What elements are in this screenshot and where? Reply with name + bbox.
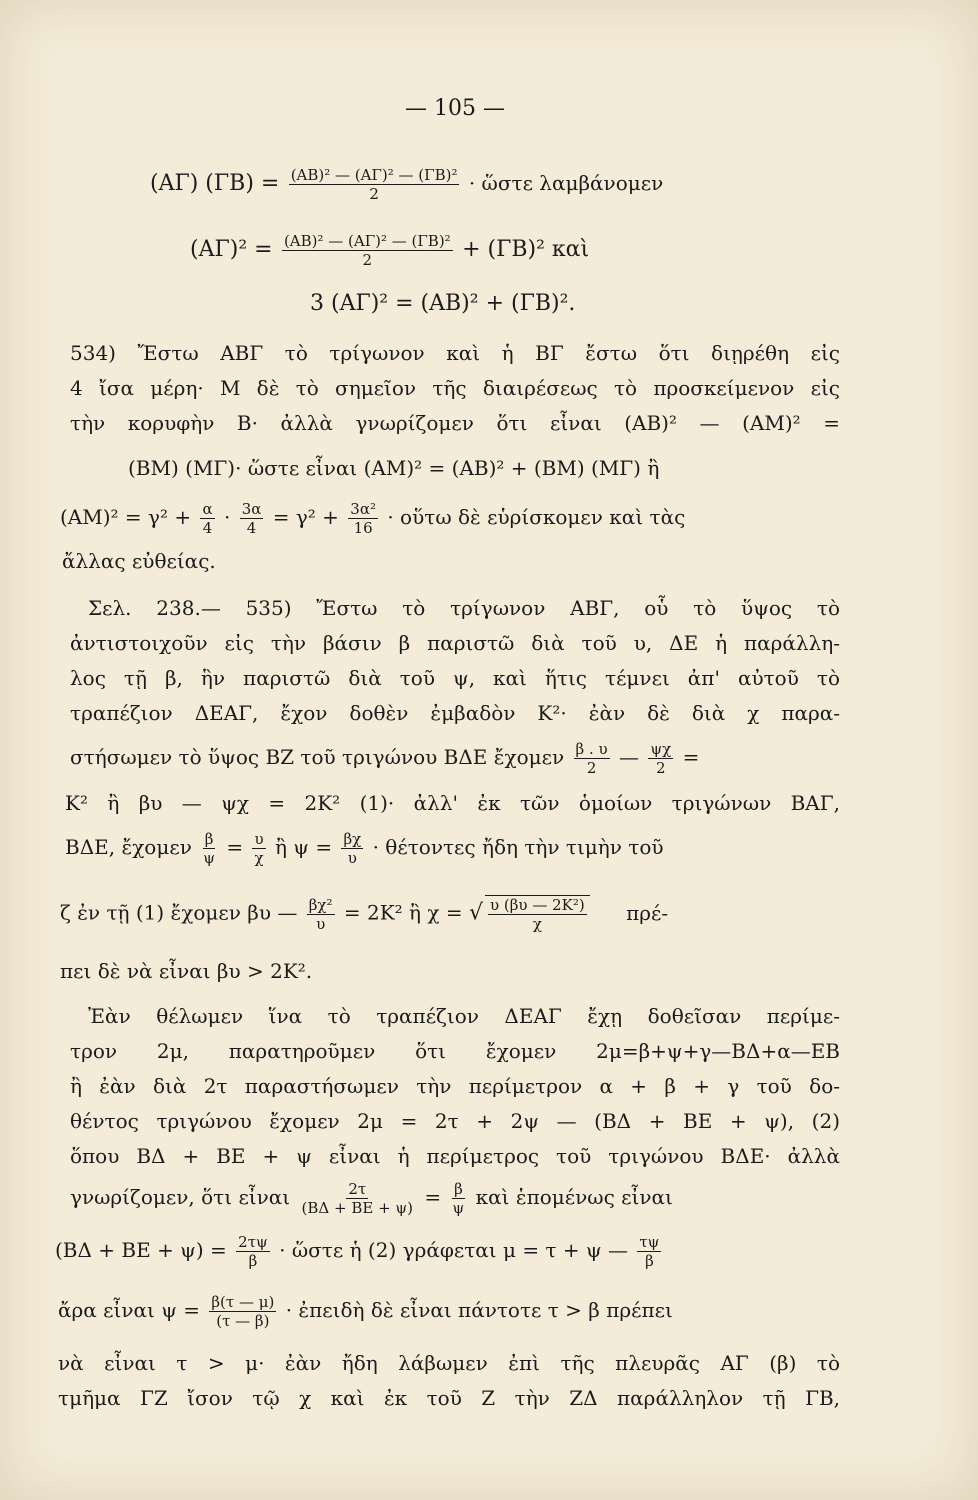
- line-p2-6: γνωρίζομεν, ὅτι εἶναι $\frac{2\tau}{(B\Delta + BE + \psi)}$ = $\frac{\beta}{\psi}$ καὶ ἑπομένως εἶναι: [70, 1180, 673, 1217]
- line-535-4: τραπέζιον ΔΕΑΓ, ἔχον δοθὲν ἐμβαδὸν Κ²· ἐὰν δὲ διὰ χ παρα-: [70, 701, 840, 725]
- line-p2-7: (ΒΔ + ΒΕ + ψ) = $\frac{2\tau\psi}{\beta}$ · ὥστε ἡ (2) γράφεται μ = τ + ψ — $\frac{\tau\psi}{\beta}$: [55, 1233, 660, 1270]
- line-p2-4: θέντος τριγώνου ἔχομεν 2μ = 2τ + 2ψ — (ΒΔ + ΒΕ + ψ), (2): [70, 1109, 840, 1133]
- line-p2-10: τμῆμα ΓΖ ἴσον τῷ χ καὶ ἐκ τοῦ Ζ τὴν ΖΔ παράλληλον τῇ ΓΒ,: [58, 1386, 840, 1410]
- line-534-5: ἄλλας εὐθείας.: [62, 549, 216, 573]
- line-535-8: ζ ἐν τῇ (1) ἔχομεν βυ — $\frac{\text{βχ²}}{\upsilon}$ = 2Κ² ἢ χ = √ $\frac{\text{υ (βυ — 2Κ²)}}{\chi}$ πρέ-: [60, 895, 669, 933]
- line-535-2: ἀντιστοιχοῦν εἰς τὴν βάσιν β παριστῶ διὰ τοῦ υ, ΔΕ ἡ παράλλη-: [70, 631, 840, 655]
- line-535-3: λος τῇ β, ἣν παριστῶ διὰ τοῦ ψ, καὶ ἥτις τέμνει ἀπ' αὐτοῦ τὸ: [70, 666, 840, 690]
- line-534-2: 4 ἴσα μέρη· Μ δὲ τὸ σημεῖον τῆς διαιρέσεως τὸ προσκείμενον εἰς: [70, 376, 840, 400]
- line-535-9: πει δὲ νὰ εἶναι βυ > 2Κ².: [60, 959, 313, 983]
- line-p2-9: νὰ εἶναι τ > μ· ἐὰν ἤδη λάβωμεν ἐπὶ τῆς πλευρᾶς ΑΓ (β) τὸ: [58, 1351, 840, 1375]
- line-p2-5: ὅπου ΒΔ + ΒΕ + ψ εἶναι ἡ περίμετρος τοῦ τριγώνου ΒΔΕ· ἀλλὰ: [70, 1144, 840, 1168]
- line-535-5: στήσωμεν τὸ ὕψος ΒΖ τοῦ τριγώνου ΒΔΕ ἔχομεν $\frac{\beta . \upsilon}{2}$ — $\frac{\psi\chi}{2}$ =: [70, 740, 700, 777]
- eq-3: 3 (ΑΓ)² = (ΑΒ)² + (ΓΒ)².: [310, 291, 576, 316]
- line-p2-2: τρον 2μ, παρατηροῦμεν ὅτι ἔχομεν 2μ=β+ψ+γ—ΒΔ+α—ΕΒ: [70, 1039, 840, 1063]
- eq-2: (ΑΓ)² = $\frac{\text{(ΑΒ)² — (ΑΓ)² — (ΓΒ)²}}{2}$ + (ΓΒ)² καὶ: [190, 232, 590, 269]
- line-535-6: Κ² ἢ βυ — ψχ = 2Κ² (1)· ἀλλ' ἐκ τῶν ὁμοίων τριγώνων ΒΑΓ,: [65, 791, 840, 815]
- line-p2-1: Ἐὰν θέλωμεν ἵνα τὸ τραπέζιον ΔΕΑΓ ἔχῃ δοθεῖσαν περίμε-: [88, 1004, 840, 1028]
- line-535-7: ΒΔΕ, ἔχομεν $\frac{\beta}{\psi}$ = $\frac{\upsilon}{\chi}$ ἢ ψ = $\frac{\beta\chi}{\upsilon}$ · θέτοντες ἤδη τὴν τιμὴν τοῦ: [65, 830, 664, 867]
- line-534-4: (ΒΜ) (ΜΓ)· ὥστε εἶναι (ΑΜ)² = (ΑΒ)² + (ΒΜ) (ΜΓ) ἢ: [128, 456, 660, 480]
- line-p2-8: ἄρα εἶναι ψ = $\frac{\beta(\tau — \mu)}{(\tau — \beta)}$ · ἐπειδὴ δὲ εἶναι πάντοτε τ > β πρέπει: [58, 1293, 673, 1330]
- eq-1: (ΑΓ) (ΓΒ) = $\frac{\text{(ΑΒ)² — (ΑΓ)² — (ΓΒ)²}}{2}$ · ὥστε λαμβάνομεν: [150, 166, 664, 203]
- line-535-1: Σελ. 238.— 535) Ἔστω τὸ τρίγωνον ΑΒΓ, οὗ τὸ ὕψος τὸ: [88, 596, 840, 620]
- line-534-1: 534) Ἔστω ΑΒΓ τὸ τρίγωνον καὶ ἡ ΒΓ ἔστω ὅτι διῃρέθη εἰς: [70, 341, 840, 365]
- eq-4: (ΑΜ)² = γ² + $\frac{\alpha}{4}$ · $\frac{3\alpha}{4}$ = γ² + $\frac{\text{3α²}}{16}$ · οὕτω δὲ εὑρίσκομεν καὶ τὰς: [60, 500, 686, 537]
- page-number: — 105 —: [405, 96, 505, 121]
- line-p2-3: ἢ ἐὰν διὰ 2τ παραστήσωμεν τὴν περίμετρον α + β + γ τοῦ δο-: [70, 1074, 840, 1098]
- line-534-3: τὴν κορυφὴν Β· ἀλλὰ γνωρίζομεν ὅτι εἶναι (ΑΒ)² — (ΑΜ)² =: [70, 411, 840, 435]
